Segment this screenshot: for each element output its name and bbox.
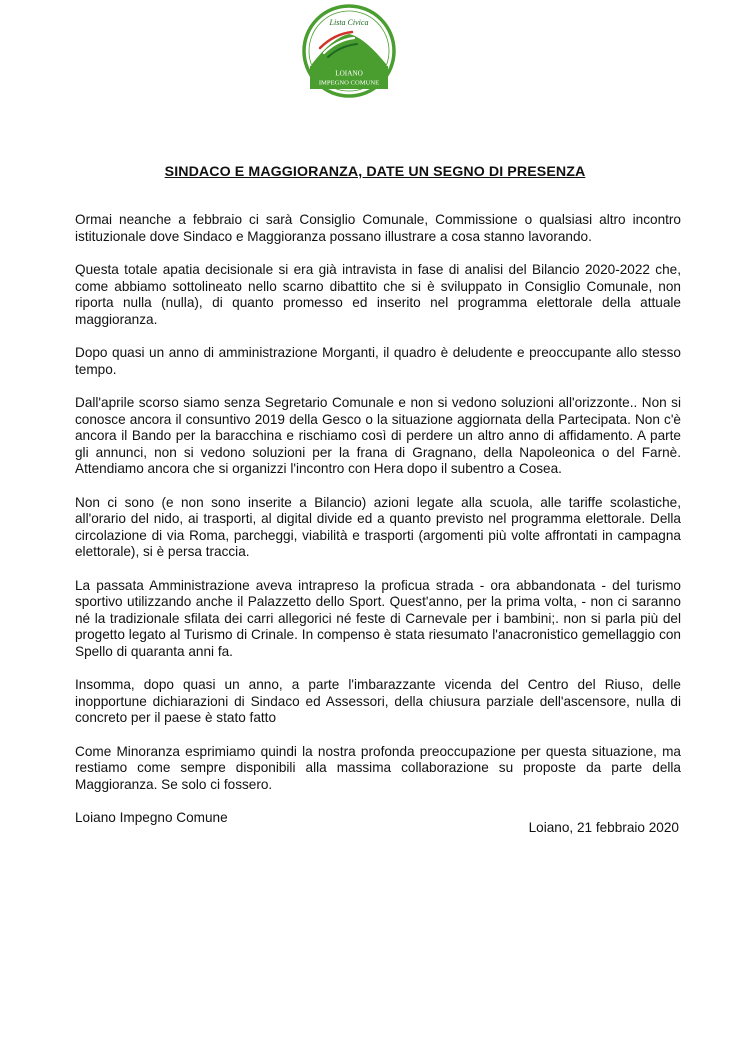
paragraph-1: Ormai neanche a febbraio ci sarà Consiglio Comunale, Commissione o qualsiasi altro incontro istituzionale dove Sindaco e Maggioranza possano illustrare a cosa stanno lavorando. [75, 212, 681, 244]
paragraph-2: Questa totale apatia decisionale si era già intravista in fase di analisi del Bilancio 2020-2022 che, come abbiamo sottolineato nello scarno dibattito che si è sviluppato in Consiglio Comunale, non riporta nulla (nulla), di quanto promesso ed inserito nel programma elettorale della attuale maggioranza. [75, 262, 681, 327]
logo-line1: LOIANO [335, 69, 363, 78]
logo-emblem-icon [302, 4, 396, 98]
document-title: SINDACO E MAGGIORANZA, DATE UN SEGNO DI PRESENZA [164, 164, 586, 180]
document-body [75, 212, 681, 827]
logo-top-text: Lista Civica [329, 18, 369, 27]
paragraph-8: Come Minoranza esprimiamo quindi la nostra profonda preoccupazione per questa situazione, ma restiamo come sempre disponibili alla massima collaborazione su proposte da parte della Maggioranza. Se solo ci fossero. [75, 743, 681, 792]
lista-civica-logo [302, 4, 396, 98]
paragraph-3: Dopo quasi un anno di amministrazione Morganti, il quadro è deludente e preoccupante allo stesso tempo. [75, 345, 681, 377]
paragraph-6: La passata Amministrazione aveva intrapreso la proficua strada - ora abbandonata - del turismo sportivo utilizzando anche il Palazzetto dello Sport. Quest'anno, per la prima volta, - non ci saranno né la tradizionale sfilata dei carri allegorici né feste di Carnevale per i bambini;. non si parla più del progetto legato al Turismo di Crinale. In compenso è stata riesumato l'anacronistico gemellaggio con Spello di quaranta anni fa. [75, 577, 681, 659]
logo-line2: IMPEGNO COMUNE [318, 79, 380, 87]
signature: Loiano Impegno Comune [75, 810, 228, 825]
paragraph-5: Non ci sono (e non sono inserite a Bilancio) azioni legate alla scuola, alle tariffe scolastiche, all'orario del nido, ai trasporti, al digital divide ed a quanto previsto nel programma elettorale. Della circolazione di via Roma, parcheggi, viabilità e trasporti (argomenti più volte affrontati in campagna elettorale), si è persa traccia. [75, 494, 681, 559]
paragraph-7: Insomma, dopo quasi un anno, a parte l'imbarazzante vicenda del Centro del Riuso, delle inopportune dichiarazioni di Sindaco ed Assessori, della chiusura parziale dell'ascensore, nulla di concreto per il paese è stato fatto [75, 677, 681, 725]
paragraph-4: Dall'aprile scorso siamo senza Segretario Comunale e non si vedono soluzioni all'orizzonte.. Non si conosce ancora il consuntivo 2019 della Gesco o la situazione aggiornata della Partecipata. Non c'è ancora il Bando per la baracchina e rischiamo così di perdere un altro anno di affidamento. A parte gli annunci, non si vedono soluzioni per la frana di Gragnano, della Napoleonica o del Farnè. Attendiamo ancora che si organizzi l'incontro con Hera dopo il subentro a Cosea. [75, 395, 681, 476]
dateline: Loiano, 21 febbraio 2020 [528, 820, 679, 835]
